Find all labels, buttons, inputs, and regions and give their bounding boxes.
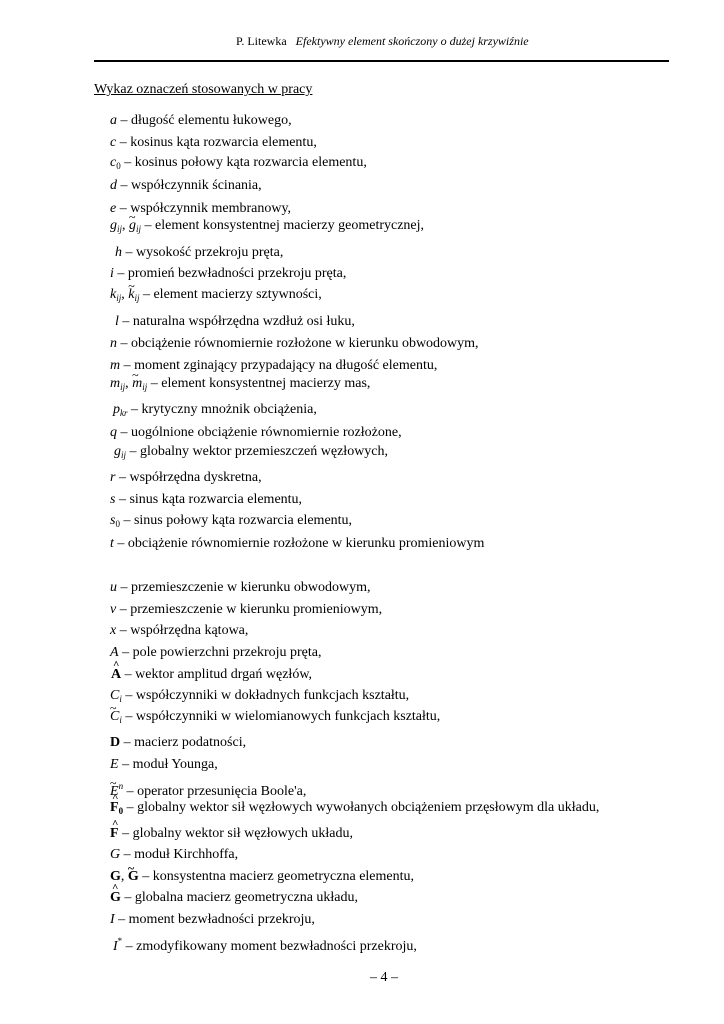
entry-c0: $c_0$ – kosinus połowy kąta rozwarcia elementu, (110, 155, 367, 171)
entry-i: i – promień bezwładności przekroju pręta, (110, 266, 347, 281)
entry-e: e – współczynnik membranowy, (110, 201, 292, 216)
entry-G: G, ~ G – konsystentna macierz geometryczna elementu, (110, 869, 414, 885)
entry-E: E – moduł Younga, (110, 757, 218, 772)
entry-s: s – sinus kąta rozwarcia elementu, (110, 492, 303, 507)
entry-A: A – pole powierzchni przekroju pręta, (110, 645, 322, 660)
entry-En: ~ $E^n$ – operator przesunięcia Boole'a, (110, 778, 306, 800)
entry-h: h – wysokość przekroju pręta, (115, 245, 284, 260)
entry-F: ^ F – globalny wektor sił węzłowych układu, (110, 826, 353, 842)
entry-q: q – uogólnione obciążenie równomiernie rozłożone, (110, 425, 402, 440)
entry-gij: $g_{ij}$, ~ $g_{ij}$ – element konsystentnej macierzy geometrycznej, (110, 218, 424, 237)
entry-G-hat: ^ G – globalna macierz geometryczna układu, (110, 890, 358, 906)
entry-G-mod: G – moduł Kirchhoffa, (110, 847, 239, 862)
page-number: – 4 – (370, 970, 398, 985)
entry-c: c – kosinus kąta rozwarcia elementu, (110, 135, 317, 150)
entry-n: n – obciążenie równomiernie rozłożone w kierunku obwodowym, (110, 336, 479, 351)
entry-x: x – współrzędna kątowa, (110, 623, 249, 638)
entry-Ci: $C_i$ – współczynniki w dokładnych funkcjach kształtu, (110, 688, 410, 704)
section-title: Wykaz oznaczeń stosowanych w pracy (94, 82, 313, 97)
entry-u: u – przemieszczenie w kierunku obwodowym, (110, 580, 371, 595)
entry-t: t – obciążenie równomiernie rozłożone w kierunku promieniowym (110, 536, 485, 551)
entry-m: m – moment zginający przypadający na długość elementu, (110, 358, 438, 373)
entry-v: v – przemieszczenie w kierunku promieniowym, (110, 602, 383, 617)
header-author: P. Litewka (236, 34, 287, 48)
entry-d: d – współczynnik ścinania, (110, 178, 262, 193)
running-header (236, 34, 529, 49)
entry-l: l – naturalna współrzędna wzdłuż osi łuku, (115, 314, 355, 329)
entry-mij: $m_{ij}$, ~ $m_{ij}$ – element konsystentnej macierzy mas, (110, 376, 370, 395)
entry-s0: $s_0$ – sinus połowy kąta rozwarcia elementu, (110, 513, 353, 529)
entry-pkr: $p_{kr}$ – krytyczny mnożnik obciążenia, (113, 402, 317, 418)
entry-I: I – moment bezwładności przekroju, (110, 912, 315, 927)
entry-A-hat: ^ A – wektor amplitud drgań węzłów, (111, 667, 312, 683)
entry-kij: $k_{ij}$, ~ $k_{ij}$ – element macierzy sztywności, (110, 287, 322, 306)
entry-I-star: I* – zmodyfikowany moment bezwładności przekroju, (113, 936, 417, 954)
entry-Ci-tilde: ~ $C_i$ – współczynniki w wielomianowych funkcjach kształtu, (110, 709, 440, 728)
entry-F0: ^ $F_0$ – globalny wektor sił węzłowych wywołanych obciążeniem przęsłowym dla układu, (110, 800, 599, 819)
entry-qij: $g_{ij}$ – globalny wektor przemieszczeń węzłowych, (114, 444, 389, 460)
entry-a: a – długość elementu łukowego, (110, 113, 292, 128)
header-title: Efektywny element skończony o dużej krzywiźnie (295, 34, 529, 48)
header-rule (94, 60, 669, 62)
entry-D: D – macierz podatności, (110, 735, 247, 750)
entry-r: r – współrzędna dyskretna, (110, 470, 262, 485)
